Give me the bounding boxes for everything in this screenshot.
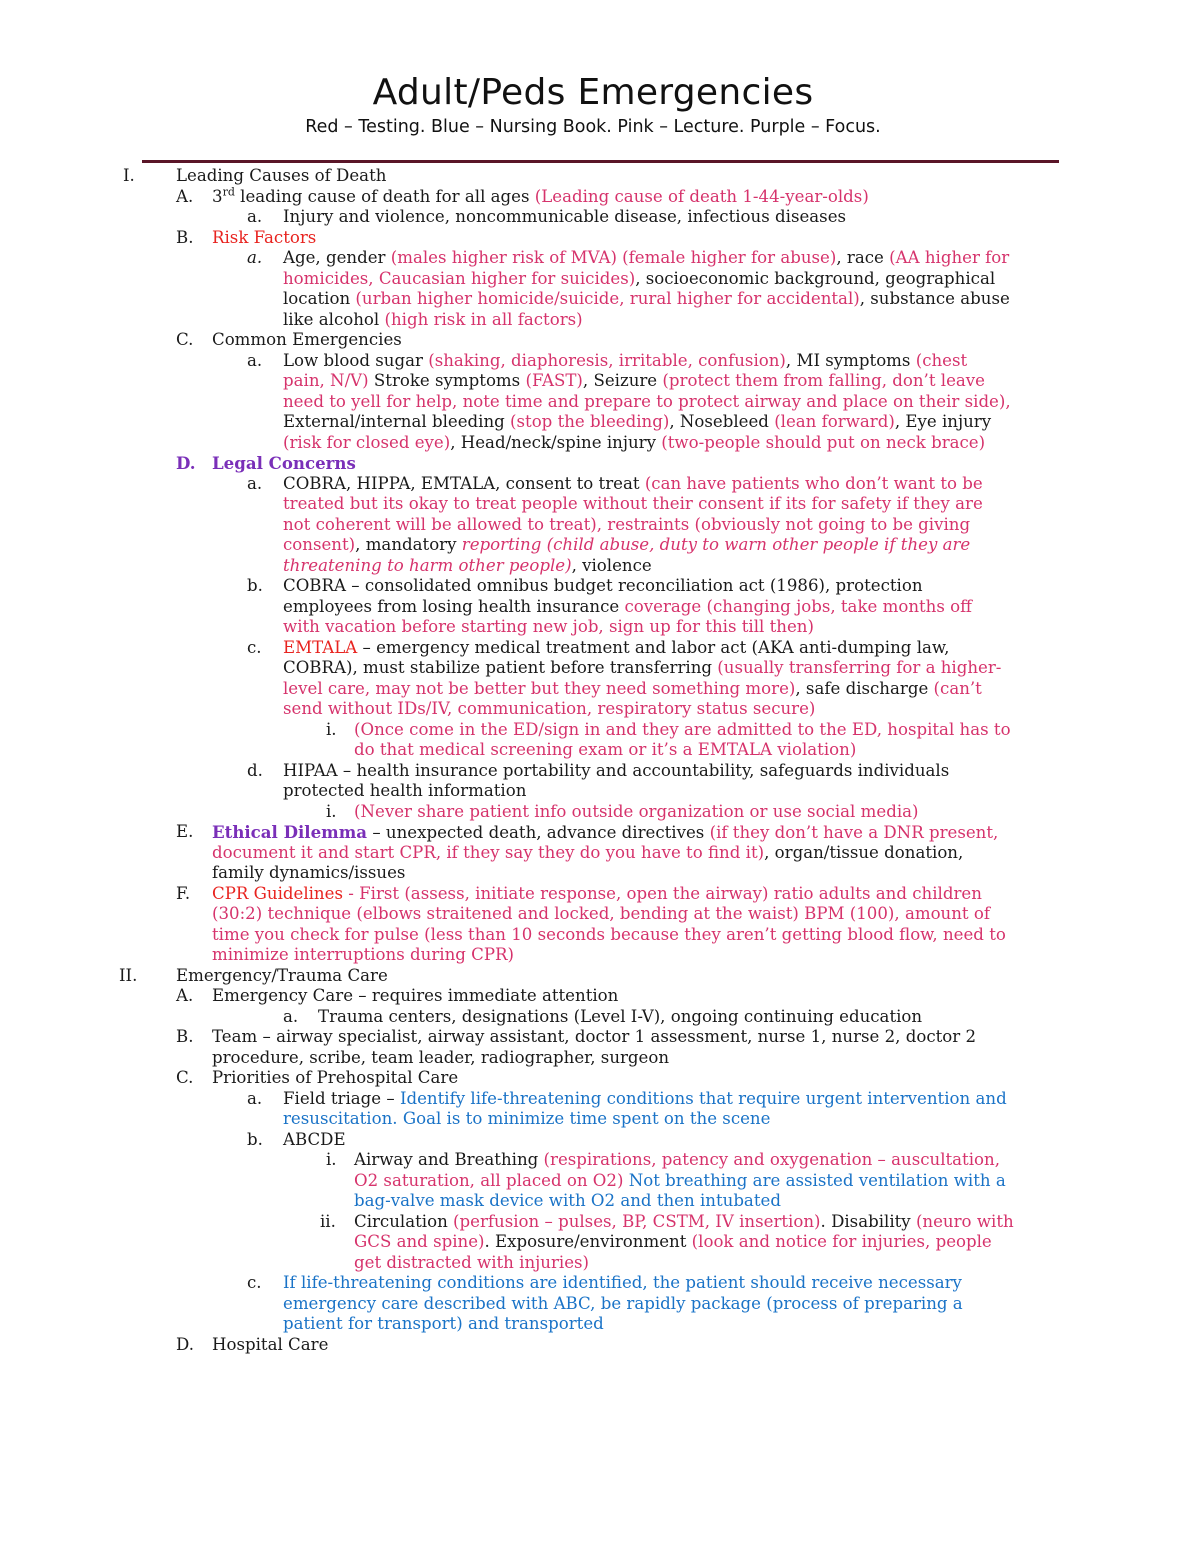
outline-line: get distracted with injuries) (354, 1252, 590, 1272)
outline-line: minimize interruptions during CPR) (212, 945, 514, 964)
outline-line: consent), mandatory reporting (child abuse, duty to warn other people if they are (283, 535, 971, 554)
outline-line: 3rd leading cause of death for all ages (Leading cause of death 1-44-year-olds) (212, 184, 869, 206)
letter-marker: F. (176, 883, 191, 903)
outline-line: (Never share patient info outside organization or use social media) (354, 801, 919, 821)
outline-line: patient for transport) and transported (283, 1314, 604, 1333)
outline-line: EMTALA – emergency medical treatment and labor act (AKA anti-dumping law, (283, 637, 950, 657)
outline-line: Priorities of Prehospital Care (212, 1068, 459, 1087)
letter-marker: C. (176, 330, 194, 349)
outline-line: time you check for pulse (less than 10 seconds because they aren’t getting blood flow, need to (212, 924, 1006, 944)
letter-marker: D. (176, 453, 196, 473)
outline-line: (Once come in the ED/sign in and they are admitted to the ED, hospital has to (354, 719, 1011, 739)
outline-line: O2 saturation, all placed on O2) Not breathing are assisted ventilation with a (354, 1170, 1006, 1190)
outline-line: Airway and Breathing (respirations, patency and oxygenation – auscultation, (354, 1150, 1000, 1169)
outline-line: Ethical Dilemma – unexpected death, advance directives (if they don’t have a DNR present, (212, 822, 999, 842)
sub-marker: a. (247, 350, 263, 370)
outline-line: emergency care described with ABC, be rapidly package (process of preparing a (283, 1293, 963, 1313)
outline-line: protected health information (283, 781, 527, 800)
outline-line: Age, gender (males higher risk of MVA) (female higher for abuse), race (AA higher for (283, 248, 1010, 267)
outline-line: Injury and violence, noncommunicable disease, infectious diseases (283, 207, 847, 226)
outline-line: GCS and spine). Exposure/environment (look and notice for injuries, people (354, 1232, 992, 1251)
outline-line: procedure, scribe, team leader, radiographer, surgeon (212, 1047, 670, 1067)
outline-line: pain, N/V) Stroke symptoms (FAST), Seizure (protect them from falling, don’t leave (283, 371, 985, 390)
outline-line: do that medical screening exam or it’s a EMTALA violation) (354, 740, 857, 759)
section-heading-emergency-trauma: Emergency/Trauma Care (176, 965, 388, 985)
color-legend-subtitle: Red – Testing. Blue – Nursing Book. Pink – Lecture. Purple – Focus. (305, 117, 881, 137)
outline-line: family dynamics/issues (212, 863, 406, 882)
outline-line: COBRA, HIPPA, EMTALA, consent to treat (can have patients who don’t want to be (283, 473, 983, 493)
document-title: Adult/Peds Emergencies (372, 72, 814, 113)
sub-marker: a. (247, 1088, 263, 1108)
outline-line: Hospital Care (212, 1334, 329, 1354)
roman-marker: II. (119, 965, 138, 985)
outline-line: document it and start CPR, if they say they do you have to find it), organ/tissue donation, (212, 842, 964, 862)
letter-marker: C. (176, 1068, 194, 1087)
outline-line: resuscitation. Goal is to minimize time spent on the scene (283, 1109, 771, 1128)
outline-line: employees from losing health insurance coverage (changing jobs, take months off (283, 596, 972, 616)
outline-line: with vacation before starting new job, sign up for this till then) (283, 617, 814, 636)
heading-risk-factors: Risk Factors (212, 227, 317, 247)
sub-sub-marker: i. (326, 801, 337, 821)
outline-line: HIPAA – health insurance portability and accountability, safeguards individuals (283, 760, 950, 780)
outline-line: Common Emergencies (212, 330, 402, 349)
section-heading-leading-causes: Leading Causes of Death (176, 166, 387, 185)
sub-marker: a. (247, 473, 263, 493)
outline-line: homicides, Caucasian higher for suicides), socioeconomic background, geographical (283, 268, 996, 288)
sub-marker: b. (247, 1129, 263, 1149)
outline-line: External/internal bleeding (stop the bleeding), Nosebleed (lean forward), Eye injury (283, 412, 992, 431)
sub-marker: a. (283, 1006, 299, 1026)
sub-marker: c. (247, 637, 262, 657)
outline-line: Team – airway specialist, airway assistant, doctor 1 assessment, nurse 1, nurse 2, doctor 2 (212, 1027, 977, 1046)
outline-line: location (urban higher homicide/suicide, rural higher for accidental), substance abuse (283, 289, 1010, 308)
outline-line: bag-valve mask device with O2 and then intubated (354, 1191, 781, 1210)
outline-line: COBRA – consolidated omnibus budget reconciliation act (1986), protection (283, 576, 923, 595)
outline-line: Trauma centers, designations (Level I-V), ongoing continuing education (318, 1006, 923, 1026)
letter-marker: E. (176, 822, 194, 841)
outline-line: (risk for closed eye), Head/neck/spine injury (two-people should put on neck brace) (283, 432, 986, 452)
outline-line: Low blood sugar (shaking, diaphoresis, irritable, confusion), MI symptoms (chest (283, 350, 968, 370)
outline-line: If life-threatening conditions are identified, the patient should receive necessary (283, 1273, 962, 1292)
outline-line: like alcohol (high risk in all factors) (283, 309, 583, 329)
sub-marker: c. (247, 1273, 262, 1292)
outline-line: Emergency Care – requires immediate attention (212, 986, 619, 1005)
outline-line: COBRA), must stabilize patient before transferring (usually transferring for a higher- (283, 658, 1002, 677)
outline-line: threatening to harm other people), violence (283, 555, 652, 575)
letter-marker: B. (176, 1027, 194, 1046)
sub-marker: a. (247, 248, 263, 267)
outline-line: not coherent will be allowed to treat), restraints (obviously not going to be giving (283, 514, 971, 534)
sub-sub-marker: i. (326, 1150, 337, 1169)
outline-line: Field triage – Identify life-threatening conditions that require urgent intervention and (283, 1088, 1007, 1108)
sub-marker: d. (247, 760, 263, 780)
outline-line: (30:2) technique (elbows straitened and locked, bending at the waist) BPM (100), amount of (212, 904, 991, 923)
sub-marker: b. (247, 576, 263, 595)
letter-marker: A. (176, 986, 194, 1005)
sub-sub-marker: ii. (320, 1211, 336, 1231)
outline-line: send without IDs/IV, communication, respiratory status secure) (283, 699, 816, 718)
outline-line: level care, may not be better but they need something more), safe discharge (can’t (283, 678, 982, 698)
letter-marker: A. (176, 186, 194, 206)
sub-marker: a. (247, 207, 263, 226)
outline-line: CPR Guidelines - First (assess, initiate response, open the airway) ratio adults and children (212, 883, 982, 903)
letter-marker: B. (176, 227, 194, 247)
outline-line: need to yell for help, note time and prepare to protect airway and place on their side), (283, 391, 1011, 411)
outline-line: Circulation (perfusion – pulses, BP, CSTM, IV insertion). Disability (neuro with (354, 1211, 1014, 1231)
heading-legal-concerns: Legal Concerns (212, 453, 356, 473)
sub-sub-marker: i. (326, 719, 337, 739)
letter-marker: D. (176, 1334, 194, 1354)
outline-line: ABCDE (283, 1129, 346, 1149)
outline-line: treated but its okay to treat people without their consent if its for safety if they are (283, 494, 983, 513)
title-divider (142, 160, 1059, 163)
roman-marker: I. (123, 166, 135, 185)
